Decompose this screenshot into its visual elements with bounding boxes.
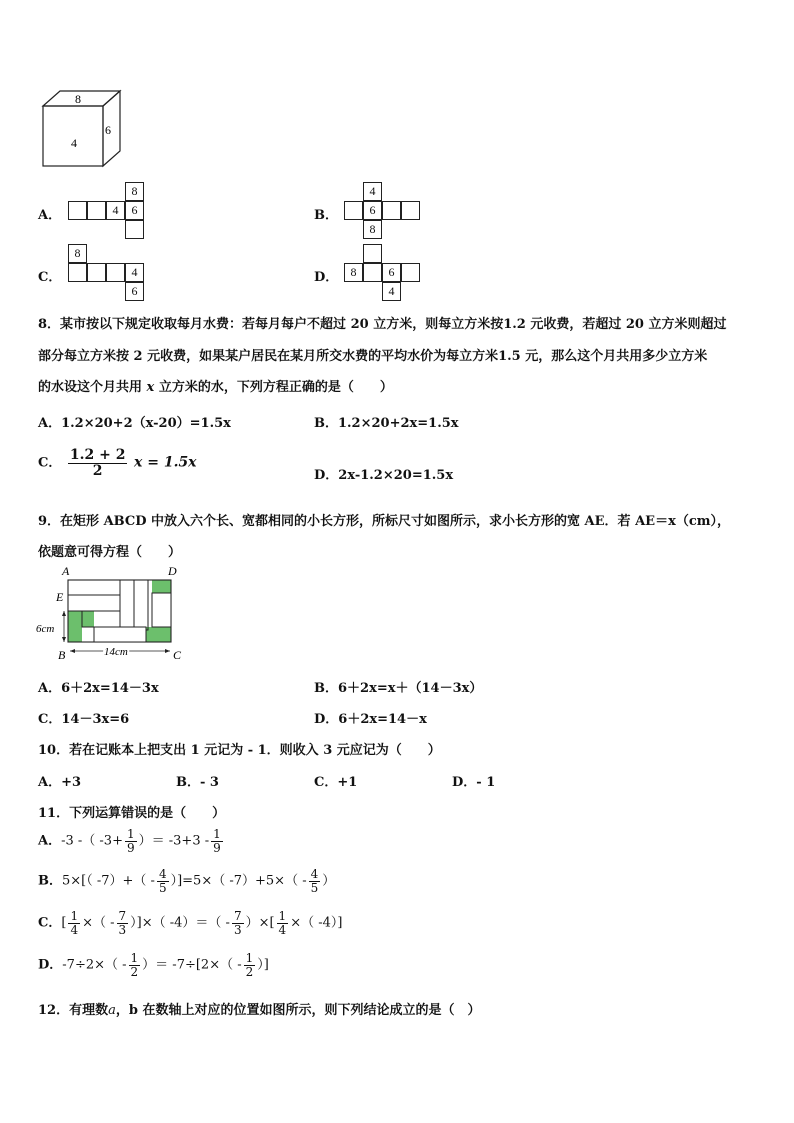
q11-option-c[interactable]: C．[ $\frac{1}{4}$ ×（ - $\frac{7}{3}$ ）]×（ -4）＝（ - $\frac{7}{3}$ ）×[ $\frac{1}{4}$ ×（ -4）]	[38, 909, 343, 937]
q9-stem-line2: 依题意可得方程（ ）	[38, 545, 182, 560]
q11-option-b[interactable]: B．5×[（ -7）+（ - $\frac{4}{5}$ ）]=5×（ -7）+5×（ - $\frac{4}{5}$ ）	[38, 867, 336, 895]
q8-option-b[interactable]: B．1.2×20+2x=1.5x	[314, 416, 459, 431]
q7-option-d-label: D．	[314, 270, 339, 285]
q8-stem-line2: 部分每立方米按 2 元收费，如果某户居民在某月所交水费的平均水价为每立方米1.5 元，那么这个月共用多少立方米	[38, 349, 708, 364]
net-c-cell: 8	[68, 244, 87, 263]
q7-option-c-label: C．	[38, 270, 62, 285]
net-a-cell	[87, 201, 106, 220]
net-c-cell	[106, 263, 125, 282]
q7-option-c[interactable]	[38, 266, 61, 285]
q9-rectangle-figure	[36, 562, 186, 662]
q10-option-a[interactable]: A．+3	[38, 775, 82, 790]
cube-right-number: 6	[105, 123, 111, 137]
q10-option-d[interactable]: D．- 1	[452, 775, 496, 790]
net-b-cell: 8	[363, 220, 382, 239]
q9-option-b[interactable]: B．6＋2x=x＋（14－3x）	[314, 681, 483, 696]
net-d-cell	[401, 263, 420, 282]
q10-stem: 10．若在记账本上把支出 1 元记为 - 1．则收入 3 元应记为（ ）	[38, 743, 441, 758]
net-b-cell	[401, 201, 420, 220]
net-a-cell: 8	[125, 182, 144, 201]
net-d-cell: 4	[382, 282, 401, 301]
q7-option-a-label: A．	[38, 208, 62, 223]
net-d-cell	[363, 244, 382, 263]
cube-front-number: 4	[71, 136, 77, 150]
net-d-cell: 8	[344, 263, 363, 282]
q9-point-d: D	[168, 564, 177, 578]
q11-stem: 11．下列运算错误的是（ ）	[38, 806, 226, 821]
net-c-cell: 4	[125, 263, 144, 282]
q11-option-d[interactable]: D．-7÷2×（ - $\frac{1}{2}$ ）＝ -7÷[2×（ - $\frac{1}{2}$ ）]	[38, 951, 269, 979]
net-b-cell: 4	[363, 182, 382, 201]
q9-option-a[interactable]: A．6＋2x=14－3x	[38, 681, 159, 696]
q9-option-d[interactable]: D．6＋2x=14－x	[314, 712, 427, 727]
q8-stem-line3: 的水设这个月共用 x 立方米的水，下列方程正确的是（ ）	[38, 380, 393, 395]
q7-option-d[interactable]	[314, 266, 338, 285]
net-a-cell: 6	[125, 201, 144, 220]
q11-option-a[interactable]: A．-3 -（ -3+ $\frac{1}{9}$ ）＝ -3+3 - $\frac{1}{9}$	[38, 827, 221, 855]
q8-option-a[interactable]: A．1.2×20+2（x-20）=1.5x	[38, 416, 231, 431]
q8-option-c[interactable]: C． $\frac{1.2 + 2}{2}$ x = 1.5x	[38, 447, 197, 479]
q7-option-b[interactable]	[314, 204, 338, 223]
net-b-cell	[344, 201, 363, 220]
cube-figure	[40, 88, 130, 170]
q10-option-c[interactable]: C．+1	[314, 775, 358, 790]
q9-option-c[interactable]: C．14－3x=6	[38, 712, 130, 727]
net-a-cell	[125, 220, 144, 239]
net-a-cell: 4	[106, 201, 125, 220]
net-a-cell	[68, 201, 87, 220]
q10-option-b[interactable]: B．- 3	[176, 775, 219, 790]
net-b-cell	[382, 201, 401, 220]
q7-net-a	[68, 182, 158, 242]
net-c-cell	[68, 263, 87, 282]
q9-stem-line1: 9．在矩形 ABCD 中放入六个长、宽都相同的小长方形，所标尺寸如图所示，求小长方形的宽 AE．若 AE＝x（cm），	[38, 514, 730, 529]
q7-net-b	[344, 182, 434, 242]
q9-width-label: 14cm	[104, 646, 128, 658]
q7-option-b-label: B．	[314, 208, 338, 223]
q9-point-a: A	[62, 564, 70, 578]
cube-top-number: 8	[75, 92, 81, 106]
net-c-cell: 6	[125, 282, 144, 301]
q12-stem: 12．有理数a，b 在数轴上对应的位置如图所示，则下列结论成立的是（ ）	[38, 1003, 481, 1018]
q9-point-e: E	[56, 590, 64, 604]
q9-point-c: C	[173, 648, 182, 662]
q8-c-fraction: $\frac{1.2 + 2}{2}$	[69, 447, 126, 479]
q7-net-c	[68, 244, 158, 304]
q7-option-a[interactable]	[38, 204, 61, 223]
q8-option-d[interactable]: D．2x-1.2×20=1.5x	[314, 468, 454, 483]
q7-net-d	[344, 244, 434, 304]
net-c-cell	[87, 263, 106, 282]
q9-height-label: 6cm	[36, 623, 55, 635]
q9-point-b: B	[58, 648, 66, 662]
net-b-cell: 6	[363, 201, 382, 220]
net-d-cell	[363, 263, 382, 282]
q8-stem-line1: 8．某市按以下规定收取每月水费：若每月每户不超过 20 立方米，则每立方米按1.2 元收费，若超过 20 立方米则超过	[38, 317, 727, 332]
net-d-cell: 6	[382, 263, 401, 282]
